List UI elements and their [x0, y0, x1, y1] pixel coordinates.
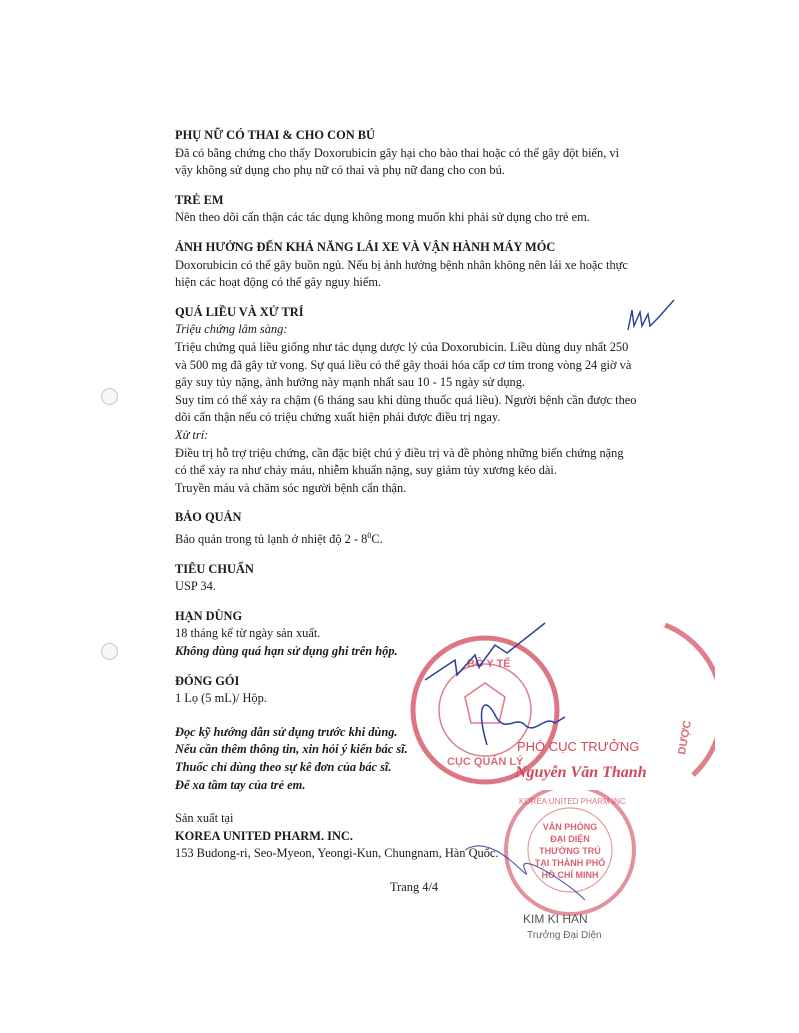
ministry-stamp-side-text: DƯỢC — [676, 719, 694, 756]
manufacturer-address: 153 Budong-ri, Seo-Myeon, Yeongi-Kun, Chungnam, Hàn Quốc. — [175, 846, 499, 861]
paragraph-line: Truyền máu và chăm sóc người bệnh cẩn thận. — [175, 480, 407, 495]
subheading: Triệu chứng lâm sàng: — [175, 322, 288, 337]
punch-hole-top — [101, 388, 118, 405]
paragraph-line: Điều trị hỗ trợ triệu chứng, cần đặc biệt chú ý điều trị và đề phòng những biến chứng nặng — [175, 445, 624, 460]
office-stamp-line: ĐẠI DIỆN — [550, 834, 590, 844]
stamp-title: PHÓ CỤC TRƯỞNG — [517, 739, 640, 754]
section-heading: TRẺ EM — [175, 192, 224, 207]
punch-hole-bottom — [101, 643, 118, 660]
note-line: Đọc kỹ hướng dẫn sử dụng trước khi dùng. — [175, 724, 398, 739]
storage-text — [175, 527, 695, 549]
storage-text-post: C. — [371, 532, 383, 546]
paragraph-line: Đã có bằng chứng cho thấy Doxorubicin gây hại cho bào thai hoặc có thể gây đột biến, vì — [175, 145, 620, 160]
ministry-stamp-top-text: BỘ Y TẾ — [467, 658, 511, 670]
expiry-warning: Không dùng quá hạn sử dụng ghi trên hộp. — [175, 643, 398, 658]
paragraph-line: 1 Lọ (5 mL)/ Hộp. — [175, 691, 267, 706]
section-heading: BẢO QUẢN — [175, 510, 242, 525]
paragraph-line: có thể xảy ra như chảy máu, nhiễm khuẩn nặng, suy giảm tủy xương kéo dài. — [175, 463, 557, 478]
section-driving — [175, 239, 695, 292]
paragraph-line: và 500 mg đã gây tử vong. Sự quá liều có thể gây thoái hóa cấp cơ tim trong vòng 24 giờ và — [175, 357, 632, 372]
initials-signature — [622, 296, 682, 338]
office-stamp-ring-text: KOREA UNITED PHARM INC — [519, 797, 626, 806]
section-storage — [175, 509, 695, 548]
paragraph-line: Doxorubicin có thể gây buồn ngủ. Nếu bị ảnh hưởng bệnh nhân không nên lái xe hoặc thực — [175, 257, 628, 272]
ministry-stamp — [395, 605, 715, 800]
representative-office-stamp — [455, 790, 655, 940]
paragraph-line: Triệu chứng quá liều giống như tác dụng dược lý của Doxorubicin. Liều dùng duy nhất 250 — [175, 339, 629, 354]
section-standard — [175, 561, 695, 596]
paragraph-line: 18 tháng kể từ ngày sản xuất. — [175, 626, 321, 641]
office-stamp-line: THƯỜNG TRÚ — [539, 846, 601, 856]
manufacturer-name: KOREA UNITED PHARM. INC. — [175, 828, 353, 843]
section-pregnancy — [175, 127, 695, 180]
degree-superscript: 0 — [367, 530, 372, 540]
manufacturer-label: Sản xuất tại — [175, 811, 234, 826]
office-stamp-line: VĂN PHÒNG — [542, 822, 598, 832]
note-line: Nếu cần thêm thông tin, xin hỏi ý kiến bác sĩ. — [175, 742, 408, 757]
storage-text-pre: Bảo quản trong tủ lạnh ở nhiệt độ 2 - 8 — [175, 532, 368, 546]
section-heading: ẢNH HƯỞNG ĐẾN KHẢ NĂNG LÁI XE VÀ VẬN HÀNH MÁY MÓC — [175, 239, 556, 254]
office-stamp-line: HỒ CHÍ MINH — [541, 870, 599, 880]
section-heading: HẠN DÙNG — [175, 608, 243, 623]
page-number: Trang 4/4 — [390, 880, 439, 894]
section-heading: QUÁ LIỀU VÀ XỬ TRÍ — [175, 304, 304, 319]
paragraph-line: USP 34. — [175, 579, 216, 594]
paragraph-line: dõi cẩn thận nếu có triệu chứng xuất hiện phải được điều trị ngay. — [175, 410, 501, 425]
paragraph-line: Nên theo dõi cẩn thận các tác dụng không mong muốn khi phải sử dụng cho trẻ em. — [175, 210, 590, 225]
section-heading: TIÊU CHUẨN — [175, 561, 254, 576]
office-signer-name: KIM KI HAN — [523, 912, 588, 926]
paragraph-line: vậy không sử dụng cho phụ nữ có thai và phụ nữ đang cho con bú. — [175, 163, 505, 178]
section-children — [175, 192, 695, 227]
ministry-stamp-bottom-text: CỤC QUẢN LÝ — [447, 756, 524, 768]
paragraph-line: Suy tim có thể xảy ra chậm (6 tháng sau khi dùng thuốc quá liều). Người bệnh cần được theo — [175, 392, 637, 407]
paragraph-line: hiện các hoạt động có thể gây nguy hiểm. — [175, 275, 382, 290]
section-heading: PHỤ NỮ CÓ THAI & CHO CON BÚ — [175, 128, 375, 142]
note-line: Thuốc chỉ dùng theo sự kê đơn của bác sĩ. — [175, 759, 392, 774]
paragraph-line: gây suy tủy nặng, ảnh hưởng này mạnh nhất sau 10 - 15 ngày sử dụng. — [175, 375, 526, 390]
section-overdose — [175, 304, 695, 498]
section-heading: ĐÓNG GÓI — [175, 673, 240, 688]
stamp-signer-name: Nguyễn Văn Thanh — [515, 764, 647, 781]
office-signer-title: Trưởng Đại Diện — [527, 930, 602, 940]
office-stamp-line: TẠI THÀNH PHỐ — [534, 858, 606, 868]
note-line: Để xa tầm tay của trẻ em. — [175, 777, 306, 792]
subheading: Xử trí: — [175, 427, 209, 442]
